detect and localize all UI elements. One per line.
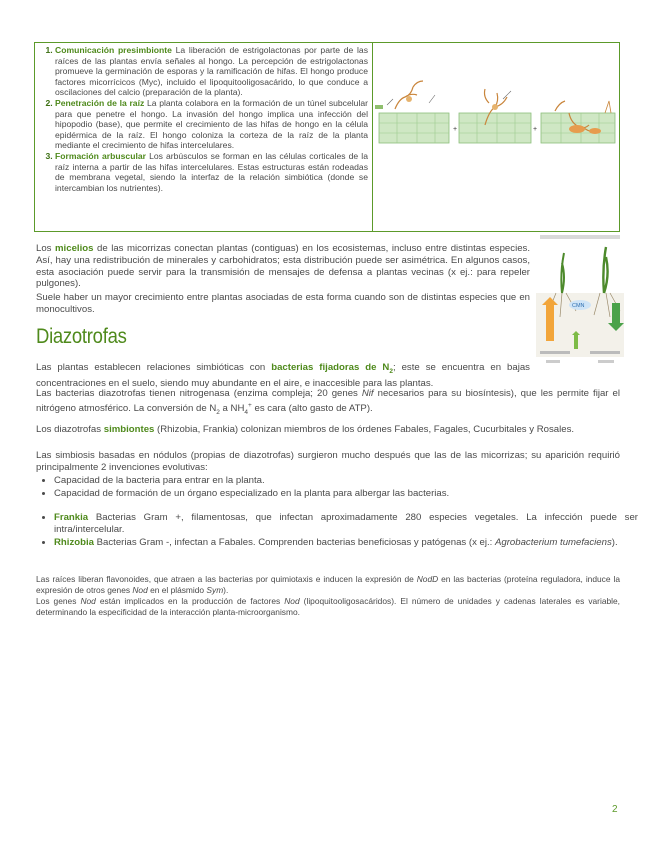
invenciones-list <box>36 475 638 501</box>
svg-text:+: + <box>533 126 538 133</box>
nitrogenasa-paragraph: Las bacterias diazotrofas tienen nitrogenasa (enzima compleja; 20 genes Nif necesarios para su biosíntesis), que les permite fijar el nitrógeno atmosférico. La conversión de $N_2$ a $NH_4^+$ es cara (alto gasto de ATP). <box>36 388 620 416</box>
step-item: 1. Comunicación presimbionte La liberación de estrigolactonas por parte de las raíces de las plantas envía señales al hongo. La percepción de estrigolactonas promueve la germinación de esporas y la ramificación de hifas. El hongo produce factores micorrícicos (Myc), incluido el lipoquitooligosacárido, lo que conduce a oscilaciones del calcio (preparación de la planta). <box>55 45 368 98</box>
section-title: Diazotrofas <box>36 325 127 348</box>
figure-panel-2 <box>459 89 531 143</box>
figure-panel-1 <box>375 81 449 143</box>
list-item: • Rhizobia Bacterias Gram -, infectan a Fabales. Comprenden bacterias beneficiosas y patógenas (x ej.: Agrobacterium tumefaciens). <box>54 537 638 549</box>
steps-list <box>39 45 368 193</box>
list-item: • Frankia Bacterias Gram +, filamentosas, que infectan aproximadamente 280 especies vegetales. La infección puede ser intra/intercelular. <box>54 512 638 536</box>
bacteria-types-list <box>36 512 638 550</box>
list-item: • Capacidad de la bacteria para entrar en la planta. <box>54 475 638 487</box>
diazotrofas-intro: Las plantas establecen relaciones simbióticas con bacterias fijadoras de $N_2$; este se encuentra en bajas concentraciones en el suelo, siendo muy abundante en el aire, e inaccesible para las plantas. <box>36 362 530 389</box>
page-number: 2 <box>612 804 618 815</box>
simbiontes-paragraph: Los diazotrofas simbiontes (Rhizobia, Frankia) colonizan miembros de los órdenes Fabales, Fagales, Cucurbitales y Rosales. <box>36 424 575 435</box>
micelios-paragraph: Los micelios de las micorrizas conectan plantas (contiguas) en los ecosistemas, incluso entre distintas especies. Así, hay una redistribución de minerales y carbohidratos; esta distribución puede ser asimétrica. En algunos casos, esta asociación puede servir para la transmisión de mensajes de defensa a plantas vecinas (x ej.: para repeler pulgones). <box>36 243 530 290</box>
figure-caption-bar <box>540 235 620 239</box>
list-item: • Capacidad de formación de un órgano especializado en la planta para albergar las bacterias. <box>54 488 638 500</box>
mycorrhiza-colonization-figure <box>373 43 619 230</box>
cmn-plants-figure <box>536 233 624 367</box>
mycorrhiza-steps-table <box>34 42 620 232</box>
micelios-paragraph-2: Suele haber un mayor crecimiento entre plantas asociadas de esta forma cuando son de distintas especies que en monocultivos. <box>36 292 530 315</box>
steps-cell <box>35 43 373 231</box>
cmn-label: CMN <box>572 303 585 309</box>
mycorrhiza-figure-cell <box>373 43 619 231</box>
svg-text:+: + <box>453 126 458 133</box>
nodulos-paragraph: Las simbiosis basadas en nódulos (propias de diazotrofas) surgieron mucho después que las de las micorrizas; su aparición requirió principalmente 2 invenciones evolutivas: <box>36 450 620 473</box>
flavonoides-note: Las raíces liberan flavonoides, que atraen a las bacterias por quimiotaxis e inducen la expresión de NodD en las bacterias (proteína reguladora, induce la expresión de otros genes Nod en el plásmido Sym). <box>36 574 620 595</box>
figure-panel-3 <box>541 101 615 143</box>
step-item: 3. Formación arbuscular Los arbúsculos se forman en las células corticales de la raíz interna a partir de las hifas intercelulares. Estas estructuras están rodeadas de membrana vegetal, siendo la interfaz de la relación simbiótica (donde se intercambian los nutrientes). <box>55 151 368 193</box>
step-item: 2. Penetración de la raíz La planta colabora en la formación de un túnel subcelular para que penetre el hongo. La invasión del hongo implica una infección del hipopodio (base), que permite el crecimiento de las hifas de hongo en la célula epidérmica de la raíz. El hongo coloniza la corteza de la raíz de la planta mediante el crecimiento de hifas intercelulares. <box>55 98 368 151</box>
nod-genes-note: Los genes Nod están implicados en la producción de factores Nod (lipoquitooligosacáridos). El número de unidades y cadenas laterales es variable, determinando la especificidad de la interacción planta-microorganismo. <box>36 596 620 617</box>
